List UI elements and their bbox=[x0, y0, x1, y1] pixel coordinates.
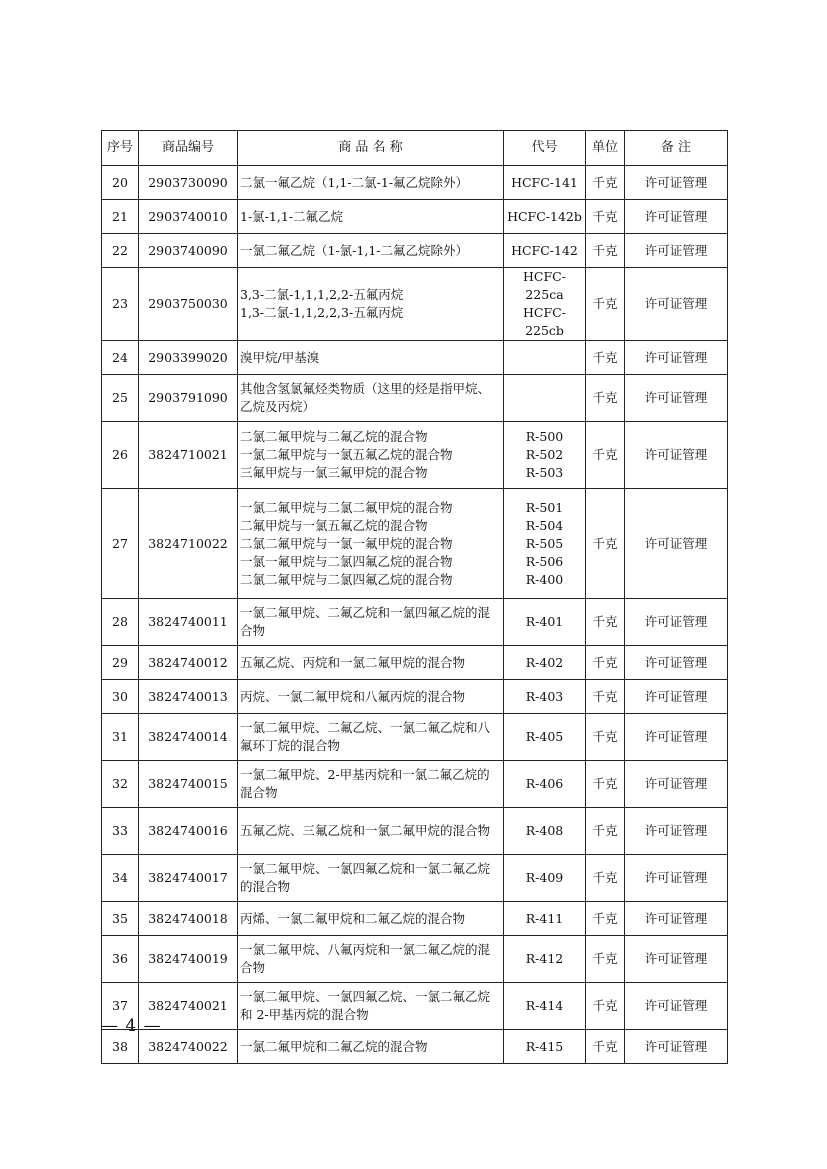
cell-abbr bbox=[504, 268, 586, 341]
name-line: 一氯二氟甲烷、二氟乙烷和一氯四氟乙烷的混合物 bbox=[240, 605, 491, 638]
cell-note: 许可证管理 bbox=[625, 489, 728, 599]
table-row bbox=[102, 489, 728, 599]
page-number: — 4 — bbox=[101, 1016, 162, 1036]
name-line: 溴甲烷/甲基溴 bbox=[240, 349, 320, 365]
name-line: 一氯二氟甲烷、二氟乙烷、一氯二氟乙烷和八氟环丁烷的混合物 bbox=[240, 720, 491, 753]
cell-seq: 30 bbox=[102, 680, 139, 714]
abbr-line: R-403 bbox=[525, 688, 564, 704]
cell-abbr bbox=[504, 422, 586, 489]
abbr-line: R-411 bbox=[525, 910, 564, 926]
abbr-line: HCFC-142b bbox=[507, 208, 582, 224]
abbr-line: R-400 bbox=[525, 571, 564, 587]
table-row bbox=[102, 808, 728, 855]
cell-name bbox=[238, 646, 504, 680]
abbr-line: R-405 bbox=[525, 729, 564, 744]
cell-abbr bbox=[504, 1030, 586, 1064]
abbr-line: HCFC-225ca bbox=[523, 269, 566, 302]
cell-note: 许可证管理 bbox=[625, 166, 728, 200]
name-line: 一氯二氟甲烷、2-甲基丙烷和一氯二氟乙烷的混合物 bbox=[240, 767, 490, 800]
abbr-line: HCFC-141 bbox=[511, 174, 578, 190]
cell-code: 3824710021 bbox=[139, 422, 238, 489]
cell-name bbox=[238, 200, 504, 234]
name-line: 一氯二氟甲烷与一氯五氟乙烷的混合物 bbox=[240, 447, 453, 462]
cell-code: 2903730090 bbox=[139, 166, 238, 200]
cell-note: 许可证管理 bbox=[625, 375, 728, 422]
cell-seq: 27 bbox=[102, 489, 139, 599]
header-abbr: 代号 bbox=[504, 131, 586, 166]
cell-unit: 千克 bbox=[586, 422, 625, 489]
cell-name bbox=[238, 902, 504, 936]
cell-name bbox=[238, 268, 504, 341]
cell-seq: 25 bbox=[102, 375, 139, 422]
cell-unit: 千克 bbox=[586, 200, 625, 234]
cell-seq: 35 bbox=[102, 902, 139, 936]
cell-abbr bbox=[504, 489, 586, 599]
cell-code: 2903740010 bbox=[139, 200, 238, 234]
cell-unit: 千克 bbox=[586, 646, 625, 680]
cell-unit: 千克 bbox=[586, 902, 625, 936]
cell-name bbox=[238, 761, 504, 808]
cell-note: 许可证管理 bbox=[625, 808, 728, 855]
name-line: 二氯二氟甲烷与二氟乙烷的混合物 bbox=[240, 429, 428, 444]
header-row bbox=[102, 131, 728, 166]
cell-abbr bbox=[504, 680, 586, 714]
cell-unit: 千克 bbox=[586, 341, 625, 375]
cell-unit: 千克 bbox=[586, 234, 625, 268]
cell-code: 3824740018 bbox=[139, 902, 238, 936]
abbr-line: R-414 bbox=[525, 998, 564, 1013]
abbr-line: R-503 bbox=[525, 465, 564, 480]
abbr-line: HCFC-225cb bbox=[523, 305, 566, 338]
table-row bbox=[102, 341, 728, 375]
cell-unit: 千克 bbox=[586, 489, 625, 599]
cell-abbr bbox=[504, 714, 586, 761]
cell-name bbox=[238, 422, 504, 489]
name-line: 一氯二氟甲烷与二氯二氟甲烷的混合物 bbox=[240, 499, 453, 515]
abbr-line: R-412 bbox=[525, 951, 564, 966]
cell-code: 3824740022 bbox=[139, 1030, 238, 1064]
cell-seq: 21 bbox=[102, 200, 139, 234]
cell-code: 3824740019 bbox=[139, 936, 238, 983]
name-line: 3,3-二氯-1,1,1,2,2-五氟丙烷 bbox=[240, 287, 404, 302]
name-line: 丙烷、一氯二氟甲烷和八氟丙烷的混合物 bbox=[240, 688, 466, 704]
cell-unit: 千克 bbox=[586, 936, 625, 983]
table-row bbox=[102, 680, 728, 714]
name-line: 其他含氢氯氟烃类物质（这里的烃是指甲烷、乙烷及丙烷） bbox=[240, 381, 491, 414]
name-line: 一氯二氟甲烷、一氯四氟乙烷和一氯二氟乙烷的混合物 bbox=[240, 861, 491, 894]
abbr-line: R-402 bbox=[525, 654, 564, 670]
table-row bbox=[102, 422, 728, 489]
cell-abbr bbox=[504, 200, 586, 234]
cell-note: 许可证管理 bbox=[625, 936, 728, 983]
table-body bbox=[102, 166, 728, 1064]
abbr-line: R-506 bbox=[525, 553, 564, 569]
cell-unit: 千克 bbox=[586, 166, 625, 200]
cell-unit: 千克 bbox=[586, 680, 625, 714]
cell-name bbox=[238, 680, 504, 714]
cell-abbr bbox=[504, 375, 586, 422]
name-line: 五氟乙烷、三氟乙烷和一氯二氟甲烷的混合物 bbox=[240, 823, 491, 838]
name-line: 一氯二氟甲烷、一氯四氟乙烷、一氯二氟乙烷和 2-甲基丙烷的混合物 bbox=[240, 989, 491, 1022]
cell-name bbox=[238, 489, 504, 599]
header-note: 备 注 bbox=[625, 131, 728, 166]
name-line: 一氯二氟甲烷和二氟乙烷的混合物 bbox=[240, 1038, 428, 1054]
cell-seq: 36 bbox=[102, 936, 139, 983]
cell-abbr bbox=[504, 761, 586, 808]
abbr-line: R-409 bbox=[525, 870, 564, 885]
cell-abbr bbox=[504, 808, 586, 855]
abbr-line: R-408 bbox=[525, 823, 564, 838]
cell-note: 许可证管理 bbox=[625, 680, 728, 714]
cell-name bbox=[238, 714, 504, 761]
name-line: 一氯二氟乙烷（1-氯-1,1-二氟乙烷除外） bbox=[240, 242, 469, 258]
cell-abbr bbox=[504, 234, 586, 268]
cell-code: 3824740017 bbox=[139, 855, 238, 902]
cell-note: 许可证管理 bbox=[625, 599, 728, 646]
cell-unit: 千克 bbox=[586, 599, 625, 646]
name-line: 三氟甲烷与一氯三氟甲烷的混合物 bbox=[240, 465, 428, 480]
cell-code: 3824740014 bbox=[139, 714, 238, 761]
table-row bbox=[102, 646, 728, 680]
cell-name bbox=[238, 234, 504, 268]
cell-unit: 千克 bbox=[586, 268, 625, 341]
cell-name bbox=[238, 341, 504, 375]
cell-unit: 千克 bbox=[586, 808, 625, 855]
cell-seq: 22 bbox=[102, 234, 139, 268]
cell-code: 2903740090 bbox=[139, 234, 238, 268]
header-code: 商品编号 bbox=[139, 131, 238, 166]
cell-name bbox=[238, 1030, 504, 1064]
abbr-line: R-406 bbox=[525, 776, 564, 791]
cell-code: 3824740012 bbox=[139, 646, 238, 680]
cell-unit: 千克 bbox=[586, 855, 625, 902]
abbr-line: R-500 bbox=[525, 429, 564, 444]
cell-name bbox=[238, 166, 504, 200]
cell-note: 许可证管理 bbox=[625, 200, 728, 234]
table-row bbox=[102, 983, 728, 1030]
cell-name bbox=[238, 808, 504, 855]
cell-seq: 26 bbox=[102, 422, 139, 489]
table-row bbox=[102, 234, 728, 268]
name-line: 1-氯-1,1-二氟乙烷 bbox=[240, 208, 344, 224]
name-line: 一氯一氟甲烷与二氯四氟乙烷的混合物 bbox=[240, 553, 453, 569]
cell-seq: 29 bbox=[102, 646, 139, 680]
cell-seq: 24 bbox=[102, 341, 139, 375]
cell-name bbox=[238, 936, 504, 983]
cell-name bbox=[238, 599, 504, 646]
name-line: 二氟甲烷与一氯五氟乙烷的混合物 bbox=[240, 517, 428, 533]
cell-abbr bbox=[504, 599, 586, 646]
cell-seq: 31 bbox=[102, 714, 139, 761]
cell-note: 许可证管理 bbox=[625, 761, 728, 808]
cell-code: 2903791090 bbox=[139, 375, 238, 422]
cell-code: 3824740015 bbox=[139, 761, 238, 808]
cell-note: 许可证管理 bbox=[625, 268, 728, 341]
cell-abbr bbox=[504, 166, 586, 200]
cell-abbr bbox=[504, 902, 586, 936]
cell-abbr bbox=[504, 646, 586, 680]
table-row bbox=[102, 375, 728, 422]
table-row bbox=[102, 268, 728, 341]
table-row bbox=[102, 761, 728, 808]
cell-code: 3824740013 bbox=[139, 680, 238, 714]
cell-seq: 37 bbox=[102, 983, 139, 1030]
cell-unit: 千克 bbox=[586, 375, 625, 422]
cell-code: 3824740021 bbox=[139, 983, 238, 1030]
cell-abbr bbox=[504, 855, 586, 902]
abbr-line: R-415 bbox=[525, 1038, 564, 1054]
cell-code: 3824710022 bbox=[139, 489, 238, 599]
cell-note: 许可证管理 bbox=[625, 855, 728, 902]
name-line: 1,3-二氯-1,1,2,2,3-五氟丙烷 bbox=[240, 305, 404, 320]
cell-abbr bbox=[504, 341, 586, 375]
table-row bbox=[102, 166, 728, 200]
cell-unit: 千克 bbox=[586, 714, 625, 761]
cell-seq: 38 bbox=[102, 1030, 139, 1064]
cell-name bbox=[238, 983, 504, 1030]
abbr-line: R-501 bbox=[525, 499, 564, 515]
cell-unit: 千克 bbox=[586, 761, 625, 808]
cell-unit: 千克 bbox=[586, 983, 625, 1030]
cell-note: 许可证管理 bbox=[625, 714, 728, 761]
table-row bbox=[102, 855, 728, 902]
cell-name bbox=[238, 375, 504, 422]
cell-abbr bbox=[504, 936, 586, 983]
table-row bbox=[102, 936, 728, 983]
name-line: 丙烯、一氯二氟甲烷和二氟乙烷的混合物 bbox=[240, 910, 466, 926]
cell-note: 许可证管理 bbox=[625, 983, 728, 1030]
cell-seq: 33 bbox=[102, 808, 139, 855]
abbr-line: HCFC-142 bbox=[511, 242, 578, 258]
table-row bbox=[102, 1030, 728, 1064]
abbr-line: R-401 bbox=[525, 614, 564, 629]
cell-seq: 32 bbox=[102, 761, 139, 808]
cell-code: 2903750030 bbox=[139, 268, 238, 341]
name-line: 五氟乙烷、丙烷和一氯二氟甲烷的混合物 bbox=[240, 654, 466, 670]
header-seq: 序号 bbox=[102, 131, 139, 166]
name-line: 二氯一氟乙烷（1,1-二氯-1-氟乙烷除外） bbox=[240, 174, 469, 190]
goods-table bbox=[101, 130, 728, 1064]
cell-note: 许可证管理 bbox=[625, 341, 728, 375]
cell-note: 许可证管理 bbox=[625, 234, 728, 268]
cell-note: 许可证管理 bbox=[625, 902, 728, 936]
abbr-line: R-502 bbox=[525, 447, 564, 462]
cell-note: 许可证管理 bbox=[625, 1030, 728, 1064]
table-row bbox=[102, 599, 728, 646]
cell-note: 许可证管理 bbox=[625, 422, 728, 489]
header-unit: 单位 bbox=[586, 131, 625, 166]
table-row bbox=[102, 714, 728, 761]
cell-abbr bbox=[504, 983, 586, 1030]
cell-code: 3824740011 bbox=[139, 599, 238, 646]
table-row bbox=[102, 200, 728, 234]
cell-seq: 28 bbox=[102, 599, 139, 646]
cell-seq: 34 bbox=[102, 855, 139, 902]
name-line: 二氯二氟甲烷与二氯四氟乙烷的混合物 bbox=[240, 571, 453, 587]
cell-code: 3824740016 bbox=[139, 808, 238, 855]
abbr-line: R-504 bbox=[525, 517, 564, 533]
cell-note: 许可证管理 bbox=[625, 646, 728, 680]
name-line: 二氯二氟甲烷与一氯一氟甲烷的混合物 bbox=[240, 535, 453, 551]
cell-name bbox=[238, 855, 504, 902]
header-name: 商 品 名 称 bbox=[238, 131, 504, 166]
cell-seq: 20 bbox=[102, 166, 139, 200]
name-line: 一氯二氟甲烷、八氟丙烷和一氯二氟乙烷的混合物 bbox=[240, 942, 491, 975]
cell-unit: 千克 bbox=[586, 1030, 625, 1064]
cell-seq: 23 bbox=[102, 268, 139, 341]
abbr-line: R-505 bbox=[525, 535, 564, 551]
table-row bbox=[102, 902, 728, 936]
cell-code: 2903399020 bbox=[139, 341, 238, 375]
